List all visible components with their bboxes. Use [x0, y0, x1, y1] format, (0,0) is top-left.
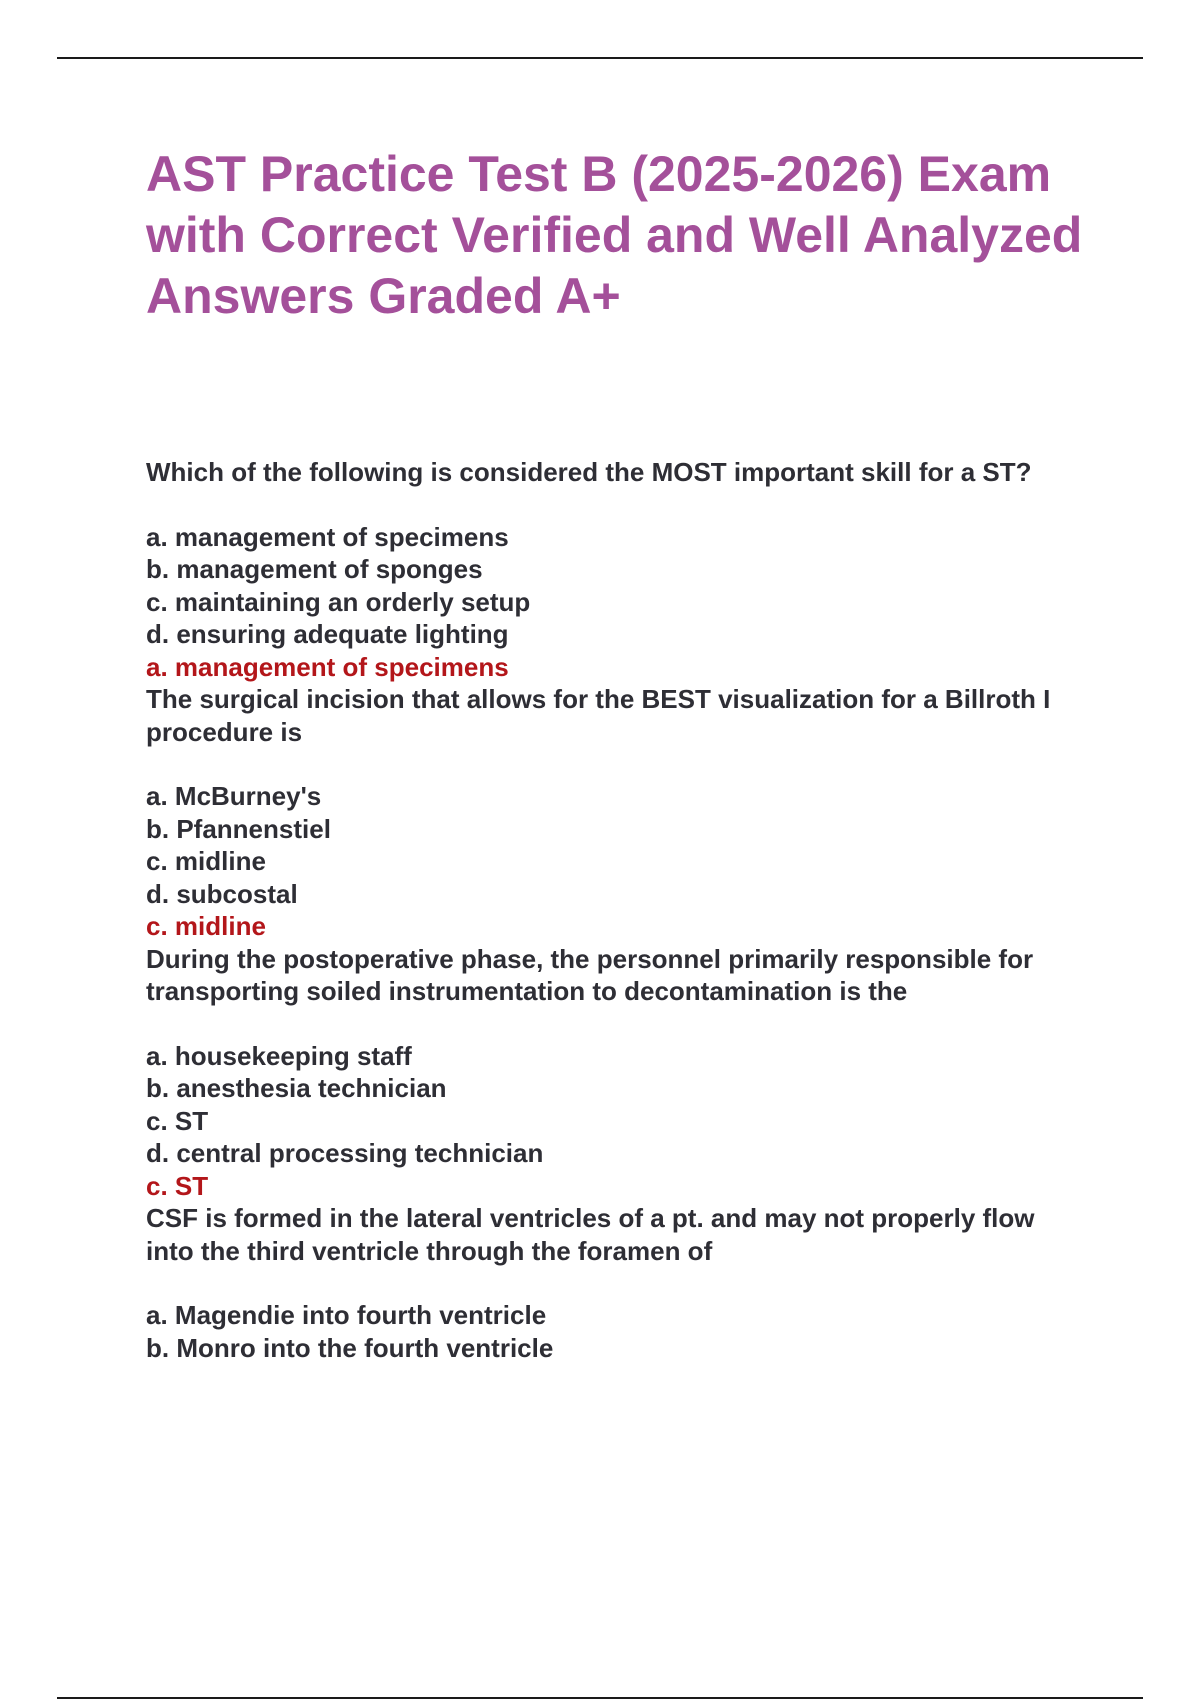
question-block — [146, 943, 1086, 1203]
option-list — [146, 780, 1086, 910]
option-a: a. Magendie into fourth ventricle — [146, 1300, 547, 1330]
top-rule — [57, 57, 1143, 59]
option-d: d. subcostal — [146, 878, 298, 909]
option-a: a. management of specimens — [146, 521, 509, 552]
question-list — [146, 456, 1086, 1364]
question-text: During the postoperative phase, the personnel primarily responsible for transporting soiled instrumentation to decontamination is the — [146, 943, 1034, 1006]
correct-answer: a. management of specimens — [146, 651, 509, 682]
option-d: d. central processing technician — [146, 1138, 544, 1168]
option-b: b. Pfannenstiel — [146, 813, 331, 844]
question-text: CSF is formed in the lateral ventricles of a pt. and may not properly flow into the third ventricle through the foramen of — [146, 1203, 1035, 1266]
correct-answer: c. midline — [146, 911, 266, 941]
option-a: a. housekeeping staff — [146, 1040, 412, 1071]
question-block — [146, 683, 1086, 943]
document-title: AST Practice Test B (2025-2026) Exam with Correct Verified and Well Analyzed Answers Graded A+ — [146, 146, 1083, 324]
option-c: c. midline — [146, 846, 266, 876]
question-text: The surgical incision that allows for the BEST visualization for a Billroth I procedure is — [146, 684, 1051, 747]
question-block — [146, 1202, 1086, 1364]
option-b: b. management of sponges — [146, 554, 483, 584]
bottom-rule — [57, 1697, 1143, 1699]
option-list — [146, 1299, 1086, 1364]
option-a: a. McBurney's — [146, 781, 322, 811]
correct-answer: c. ST — [146, 1170, 209, 1201]
question-block — [146, 456, 1086, 683]
option-c: c. ST — [146, 1105, 209, 1136]
option-list — [146, 521, 1086, 651]
question-text: Which of the following is considered the MOST important skill for a ST? — [146, 457, 1032, 487]
option-b: b. anesthesia technician — [146, 1073, 447, 1103]
option-c: c. maintaining an orderly setup — [146, 586, 531, 617]
option-b: b. Monro into the fourth ventricle — [146, 1332, 554, 1363]
option-d: d. ensuring adequate lighting — [146, 619, 509, 649]
option-list — [146, 1040, 1086, 1170]
